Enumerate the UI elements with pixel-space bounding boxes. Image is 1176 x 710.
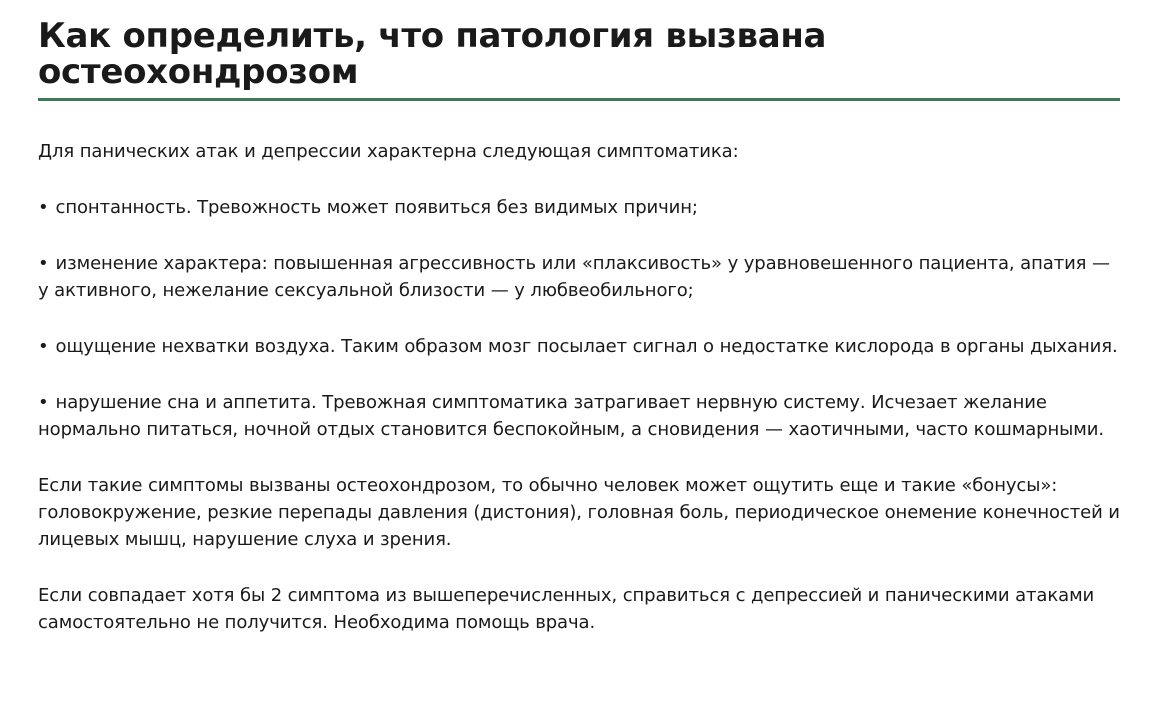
- list-item: [38, 194, 1120, 221]
- list-item-text: спонтанность. Тревожность может появиться без видимых причин;: [55, 197, 698, 218]
- bullet-icon: •: [38, 336, 49, 357]
- conclusion-paragraph: Если совпадает хотя бы 2 симптома из вышеперечисленных, справиться с депрессией и паническими атаками самостоятельно не получится. Необходима помощь врача.: [38, 585, 1095, 633]
- article: [38, 18, 1120, 636]
- page-title: Как определить, что патология вызвана остеохондрозом: [38, 16, 827, 92]
- title-divider: [38, 98, 1120, 101]
- bullet-icon: •: [38, 197, 49, 218]
- list-item: [38, 250, 1120, 304]
- osteochondrosis-paragraph: Если такие симптомы вызваны остеохондрозом, то обычно человек может ощутить еще и такие «бонусы»: головокружение, резкие перепады давления (дистония), головная боль, периодическое онемение конечностей и лицевых мышц, нарушение слуха и зрения.: [38, 475, 1120, 550]
- bullet-icon: •: [38, 253, 49, 274]
- list-item: [38, 389, 1120, 443]
- list-item-text: изменение характера: повышенная агрессивность или «плаксивость» у уравновешенного пациента, апатия — у активного, нежелание сексуальной близости — у любвеобильного;: [38, 253, 1110, 301]
- list-item: [38, 333, 1120, 360]
- bullet-icon: •: [38, 392, 49, 413]
- list-item-text: нарушение сна и аппетита. Тревожная симптоматика затрагивает нервную систему. Исчезает желание нормально питаться, ночной отдых становится беспокойным, а сновидения — хаотичными, часто кошмарными.: [38, 392, 1104, 440]
- list-item-text: ощущение нехватки воздуха. Таким образом мозг посылает сигнал о недостатке кислорода в органы дыхания.: [55, 336, 1118, 357]
- article-body: [38, 138, 1120, 636]
- intro-paragraph: Для панических атак и депрессии характерна следующая симптоматика:: [38, 141, 739, 162]
